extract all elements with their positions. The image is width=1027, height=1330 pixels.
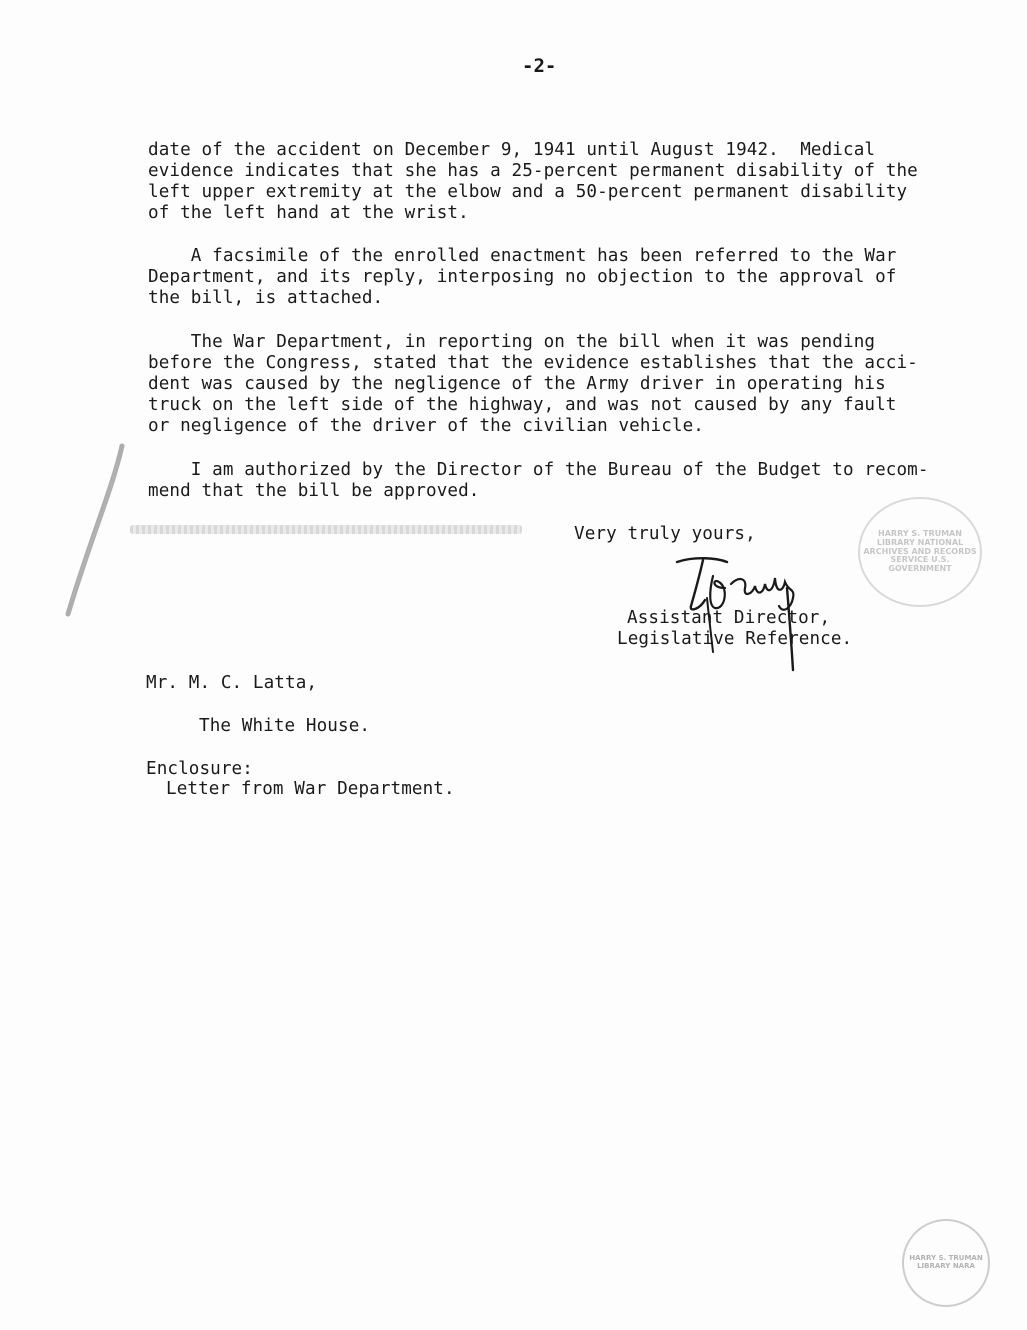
enclosure-item: Letter from War Department. [166, 779, 455, 799]
closing: Very truly yours, [574, 524, 756, 544]
body-line: before the Congress, stated that the evidence establishes that the acci- [148, 353, 918, 373]
page-number: -2- [522, 55, 557, 77]
body-line: A facsimile of the enrolled enactment has been referred to the War [148, 246, 897, 266]
signer-title-line: Legislative Reference. [617, 629, 853, 649]
library-stamp: HARRY S. TRUMAN LIBRARY NATIONAL ARCHIVES AND RECORDS SERVICE U.S. GOVERNMENT [858, 497, 982, 607]
body-line: mend that the bill be approved. [148, 481, 480, 501]
addressee-line: Mr. M. C. Latta, [146, 673, 318, 693]
scan-smudge [130, 525, 522, 534]
body-line: left upper extremity at the elbow and a 50-percent permanent disability [148, 182, 908, 202]
body-line: truck on the left side of the highway, and was not caused by any fault [148, 395, 897, 415]
body-line: Department, and its reply, interposing no objection to the approval of [148, 267, 897, 287]
enclosure-label: Enclosure: [146, 759, 253, 779]
body-line: dent was caused by the negligence of the Army driver in operating his [148, 374, 886, 394]
body-line: or negligence of the driver of the civilian vehicle. [148, 416, 705, 436]
body-line: the bill, is attached. [148, 288, 384, 308]
addressee-line: The White House. [199, 716, 371, 736]
body-line: I am authorized by the Director of the Bureau of the Budget to recom- [148, 460, 929, 480]
scan-scratch-mark [60, 440, 140, 620]
body-line: evidence indicates that she has a 25-percent permanent disability of the [148, 161, 918, 181]
body-line: The War Department, in reporting on the bill when it was pending [148, 332, 876, 352]
nara-stamp: HARRY S. TRUMAN LIBRARY NARA [902, 1219, 990, 1307]
body-line: date of the accident on December 9, 1941 until August 1942. Medical [148, 140, 876, 160]
signer-title-line: Assistant Director, [627, 608, 831, 628]
body-line: of the left hand at the wrist. [148, 203, 469, 223]
